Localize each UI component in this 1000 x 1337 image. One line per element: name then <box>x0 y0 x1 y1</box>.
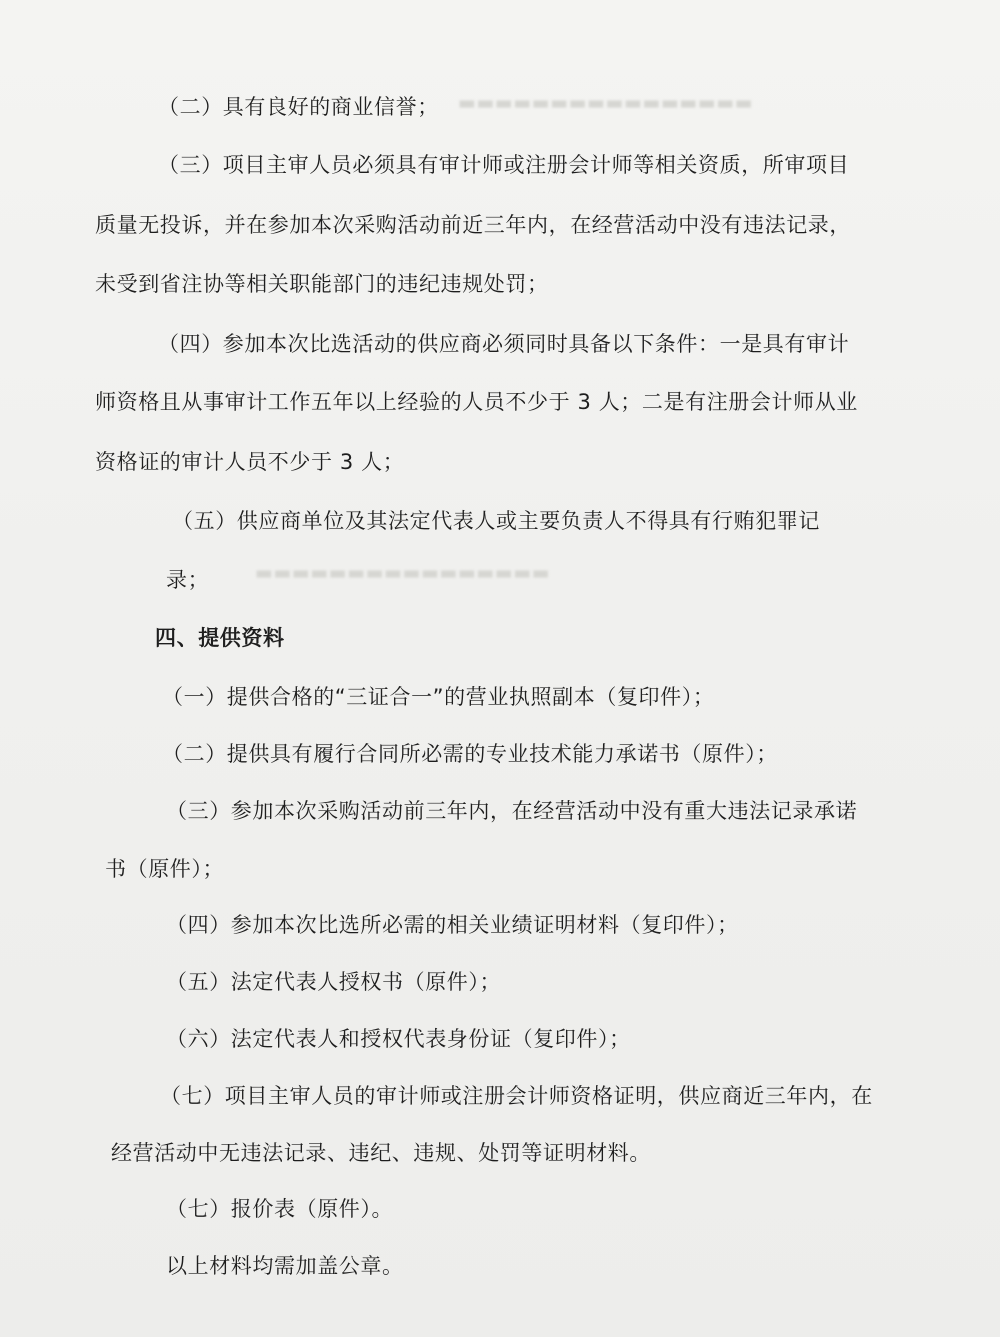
list-item: （三）参加本次采购活动前三年内，在经营活动中没有重大违法记录承诺 <box>166 799 858 823</box>
paragraph-line: 未受到省注协等相关职能部门的违纪违规处罚； <box>95 272 549 296</box>
list-item: （一）提供合格的“三证合一”的营业执照副本（复印件）； <box>162 685 715 709</box>
list-item: 经营活动中无违法记录、违纪、违规、处罚等证明材料。 <box>111 1141 651 1165</box>
list-item: （五）法定代表人授权书（原件）； <box>166 970 502 994</box>
paragraph-line: 师资格且从事审计工作五年以上经验的人员不少于 3 人；二是有注册会计师从业 <box>95 390 858 414</box>
paragraph-line: 录； <box>166 568 210 592</box>
list-item: （四）参加本次比选所必需的相关业绩证明材料（复印件）； <box>166 913 739 937</box>
paragraph-line: （二）具有良好的商业信誉； <box>158 95 439 119</box>
list-item: （六）法定代表人和授权代表身份证（复印件）； <box>166 1027 631 1051</box>
list-item: （七）项目主审人员的审计师或注册会计师资格证明，供应商近三年内，在 <box>160 1084 873 1108</box>
list-item: 书（原件）； <box>105 857 225 881</box>
bleed-through-mark: ▬▬▬▬▬▬▬▬▬▬▬▬▬▬▬▬ <box>458 92 754 114</box>
paragraph-line: （四）参加本次比选活动的供应商必须同时具备以下条件：一是具有审计 <box>158 332 850 356</box>
paragraph-line: 质量无投诉，并在参加本次采购活动前近三年内，在经营活动中没有违法记录， <box>95 213 851 237</box>
bleed-through-mark: ▬▬▬▬▬▬▬▬▬▬▬▬▬▬▬▬ <box>255 562 551 584</box>
list-item: （七）报价表（原件）。 <box>166 1197 394 1221</box>
closing-note: 以上材料均需加盖公章。 <box>166 1254 404 1278</box>
paragraph-line: （三）项目主审人员必须具有审计师或注册会计师等相关资质，所审项目 <box>158 153 850 177</box>
paragraph-line: 资格证的审计人员不少于 3 人； <box>95 450 405 474</box>
section-heading: 四、提供资料 <box>155 626 285 650</box>
list-item: （二）提供具有履行合同所必需的专业技术能力承诺书（原件）； <box>162 742 778 766</box>
paragraph-line: （五）供应商单位及其法定代表人或主要负责人不得具有行贿犯罪记 <box>172 509 820 533</box>
